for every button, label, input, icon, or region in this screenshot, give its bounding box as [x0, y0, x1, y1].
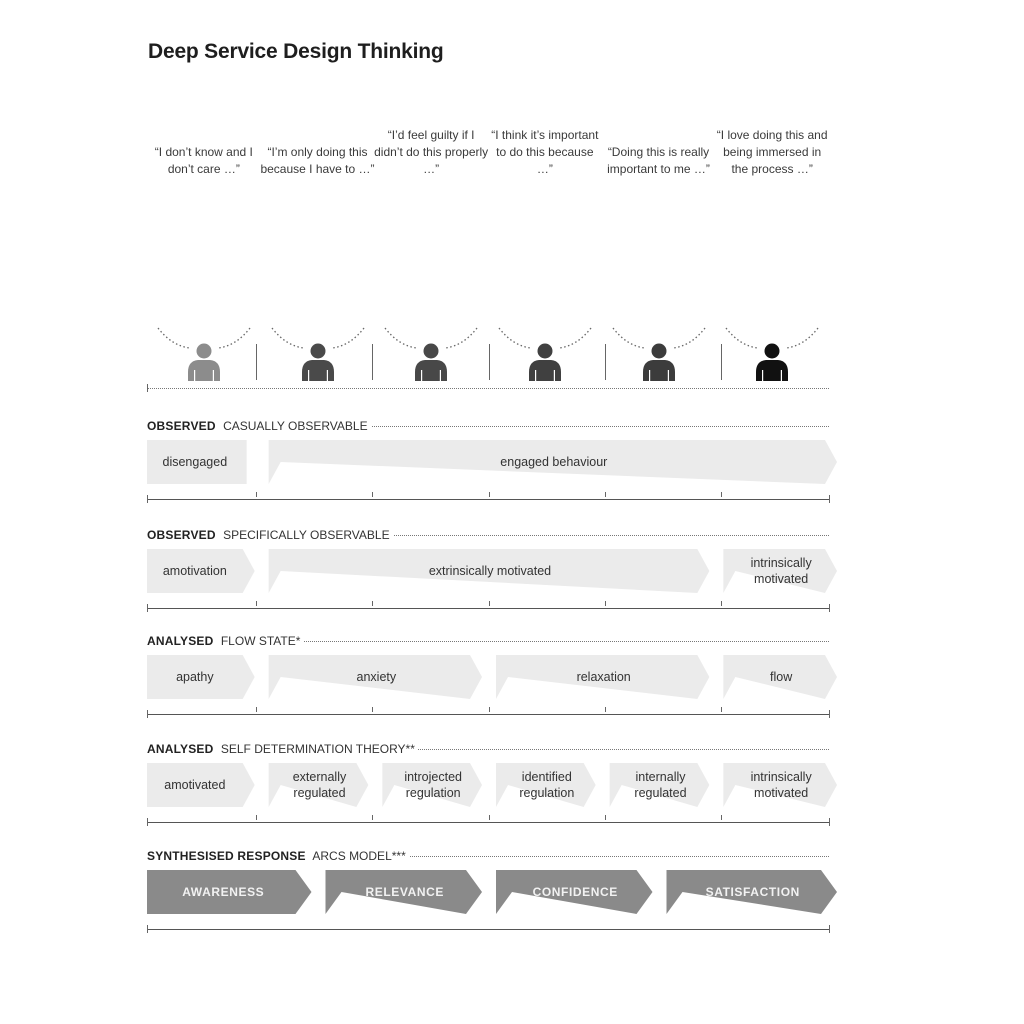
column-tick — [489, 492, 490, 497]
segment-label: engaged behaviour — [500, 455, 608, 469]
speech-arc — [487, 326, 603, 386]
section-baseline — [147, 929, 829, 930]
column-tick — [489, 601, 490, 606]
column-tick — [605, 815, 606, 820]
segment-label: introjected regulation — [404, 770, 462, 800]
baseline-end-tick — [147, 604, 148, 612]
section-baseline — [147, 822, 829, 823]
column-tick — [721, 601, 722, 606]
section-keyword: OBSERVED — [147, 419, 216, 433]
column-tick — [372, 707, 373, 712]
column-tick — [372, 492, 373, 497]
segment-label: anxiety — [356, 670, 397, 684]
baseline-end-tick — [829, 818, 830, 826]
segment-label: relaxation — [576, 670, 631, 684]
section-name: ARCS MODEL*** — [309, 849, 406, 863]
segment-label: disengaged — [162, 455, 228, 469]
speech-arc — [714, 326, 830, 386]
section-header — [147, 849, 409, 863]
segment-label: AWARENESS — [182, 885, 265, 899]
column-tick — [372, 601, 373, 606]
column-tick — [605, 492, 606, 497]
section-name: SELF DETERMINATION THEORY** — [217, 742, 415, 756]
segment-label: SATISFACTION — [705, 885, 800, 899]
baseline-end-tick — [147, 710, 148, 718]
segment-label: identified regulation — [519, 770, 575, 800]
column-tick — [256, 492, 257, 497]
column-tick — [256, 707, 257, 712]
section-keyword: OBSERVED — [147, 528, 216, 542]
speech-arc — [146, 326, 262, 386]
segment-label: intrinsically motivated — [750, 556, 812, 586]
column-tick — [256, 815, 257, 820]
column-tick — [489, 815, 490, 820]
persona-divider — [489, 344, 490, 380]
column-tick — [605, 707, 606, 712]
persona-quote: “I think it’s important to do this because …” — [491, 128, 599, 176]
person-icon — [302, 344, 334, 382]
baseline-tick — [147, 384, 148, 392]
section-header — [147, 528, 393, 542]
segment-label: extrinsically motivated — [428, 564, 552, 578]
persona-quote: “I’m only doing this because I have to …” — [260, 145, 375, 176]
baseline-end-tick — [829, 495, 830, 503]
segment-label: amotivation — [162, 564, 227, 578]
persona-divider — [372, 344, 373, 380]
section-header — [147, 742, 418, 756]
persona-baseline — [147, 388, 829, 389]
segment-label: intrinsically motivated — [750, 770, 812, 800]
baseline-end-tick — [147, 925, 148, 933]
section-header — [147, 634, 303, 648]
persona-divider — [605, 344, 606, 380]
baseline-end-tick — [829, 925, 830, 933]
section-name: FLOW STATE* — [217, 634, 301, 648]
baseline-end-tick — [829, 604, 830, 612]
segment-label: amotivated — [164, 778, 226, 792]
speech-arc — [601, 326, 717, 386]
persona-divider — [256, 344, 257, 380]
column-tick — [721, 492, 722, 497]
segment-label: externally regulated — [292, 770, 347, 800]
speech-arc — [373, 326, 489, 386]
page-title: Deep Service Design Thinking — [148, 40, 444, 63]
person-icon — [756, 344, 788, 382]
segment-label: internally regulated — [634, 770, 687, 800]
column-tick — [721, 815, 722, 820]
baseline-end-tick — [829, 710, 830, 718]
section-name: CASUALLY OBSERVABLE — [219, 419, 368, 433]
section-baseline — [147, 608, 829, 609]
persona-quote: “I love doing this and being immersed in the process …” — [716, 128, 828, 176]
section-baseline — [147, 499, 829, 500]
person-icon — [643, 344, 675, 382]
person-icon — [529, 344, 561, 382]
baseline-end-tick — [147, 818, 148, 826]
column-tick — [489, 707, 490, 712]
persona-quote: “I don’t know and I don’t care …” — [154, 145, 253, 176]
persona-quote: “Doing this is really important to me …” — [607, 145, 710, 176]
person-icon — [188, 344, 220, 382]
section-header — [147, 419, 371, 433]
section-keyword: ANALYSED — [147, 634, 214, 648]
persona-quote: “I’d feel guilty if I didn’t do this properly …” — [374, 128, 489, 176]
column-tick — [256, 601, 257, 606]
person-icon — [415, 344, 447, 382]
section-keyword: ANALYSED — [147, 742, 214, 756]
speech-arc — [260, 326, 376, 386]
baseline-end-tick — [147, 495, 148, 503]
segment-label: flow — [770, 670, 793, 684]
section-keyword: SYNTHESISED RESPONSE — [147, 849, 306, 863]
segment-label: apathy — [176, 670, 214, 684]
column-tick — [605, 601, 606, 606]
column-tick — [372, 815, 373, 820]
section-baseline — [147, 714, 829, 715]
segment-label: CONFIDENCE — [532, 885, 618, 899]
persona-divider — [721, 344, 722, 380]
segment-label: RELEVANCE — [365, 885, 445, 899]
section-name: SPECIFICALLY OBSERVABLE — [219, 528, 390, 542]
column-tick — [721, 707, 722, 712]
